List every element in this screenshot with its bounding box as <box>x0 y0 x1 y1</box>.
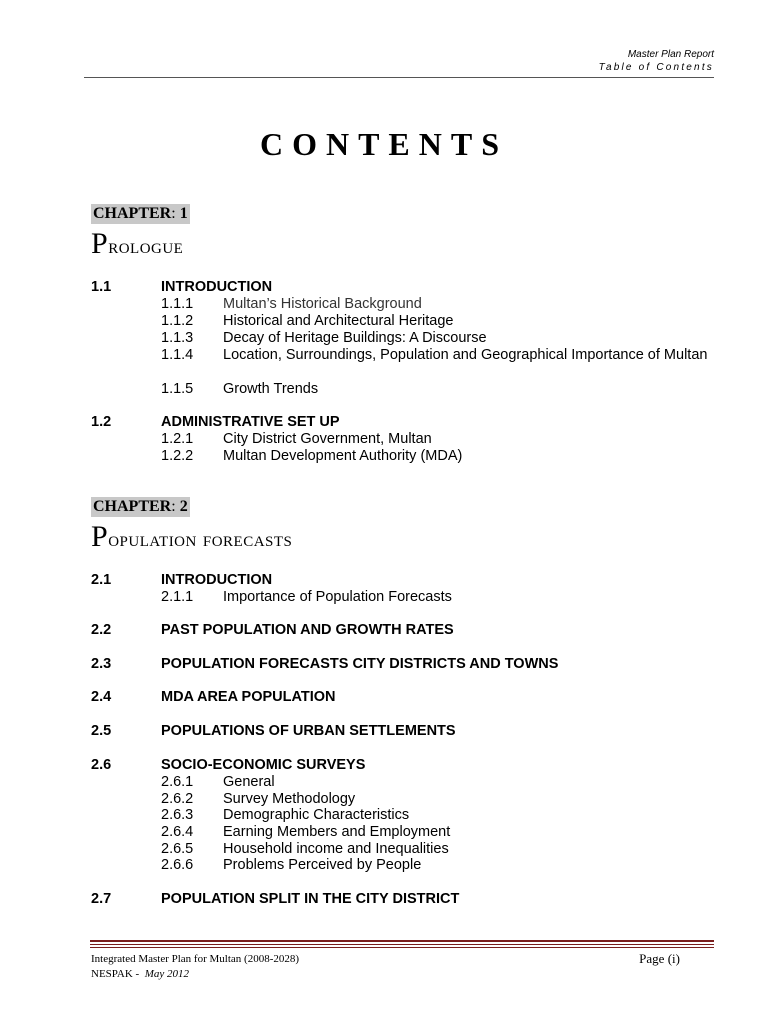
page-footer <box>91 952 299 982</box>
footer-divider <box>90 947 714 948</box>
footer-org-date: NESPAK - May 2012 <box>91 968 189 980</box>
chapter-1-label: CHAPTER: 1 <box>93 205 188 222</box>
toc-subsection[interactable]: 1.1.4 Location, Surroundings, Population and Geographical Importance of Multan <box>161 347 708 363</box>
header-divider <box>84 77 714 78</box>
chapter-2-title: Population forecasts <box>91 520 293 553</box>
page-number: Page (i) <box>639 951 680 966</box>
footer-divider <box>90 940 714 942</box>
page-title: CONTENTS <box>259 126 509 162</box>
chapter-1-title: Prologue <box>91 227 184 260</box>
footer-divider <box>90 944 714 945</box>
report-name: Master Plan Report <box>627 49 714 60</box>
footer-plan: Integrated Master Plan for Multan (2008-2028) <box>91 953 300 965</box>
page-header <box>599 48 714 74</box>
section-name: Table of Contents <box>598 62 714 73</box>
chapter-2-label: CHAPTER: 2 <box>93 498 188 515</box>
